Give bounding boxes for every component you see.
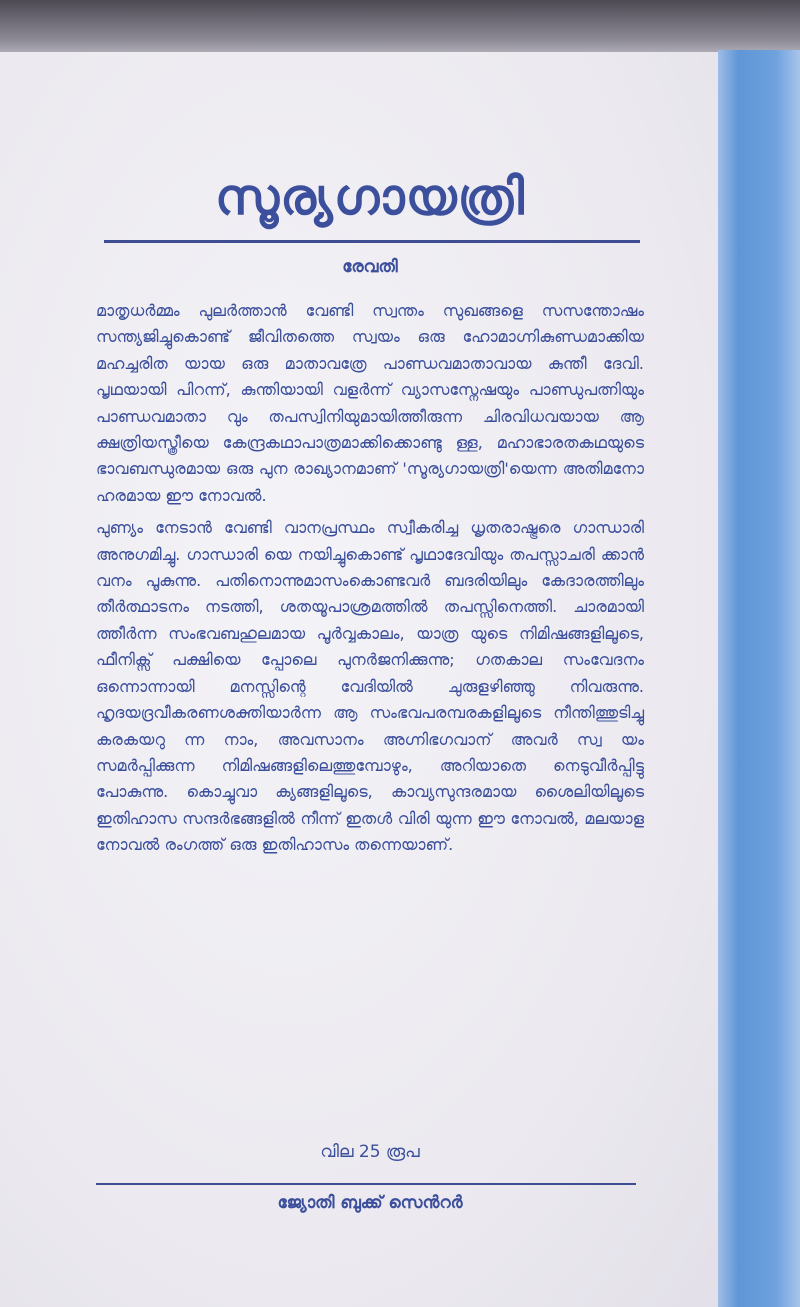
author-name: രേവതി (342, 257, 398, 277)
title-divider (104, 240, 640, 243)
blurb-paragraph-2: പുണ്യം നേടാൻ വേണ്ടി വാനപ്രസ്ഥം സ്വീകരിച്ച ധൃതരാഷ്ട്രരെ ഗാന്ധാരി അനുഗമിച്ചു. ഗാന്ധാരി യെ നയിച്ചുകൊണ്ട് പൃഥാദേവിയും തപസ്സാചരി ക്കാൻ വനം പൂകുന്നു. പതിനൊന്നുമാസംകൊണ്ടവർ ബദരിയിലും കേദാരത്തിലും തീർത്ഥാടനം നടത്തി, ശതയൂപാശ്രമത്തിൽ തപസ്സിനെത്തി. ചാരമായി ത്തീർന്ന സംഭവബഹുലമായ പൂർവ്വകാലം, യാത്ര യുടെ നിമിഷങ്ങളിലൂടെ, ഫീനിക്സ് പക്ഷിയെ പ്പോലെ പുനർജനിക്കുന്നു; ഗതകാല സംവേദനം ഒന്നൊന്നായി മനസ്സിന്റെ വേദിയിൽ ചുരുളഴിഞ്ഞു നിവരുന്നു. ഹൃദയദ്രവീകരണശക്തിയാർന്ന ആ സംഭവപരമ്പരകളിലൂടെ നീന്തിത്തുടിച്ചു കരകയറു ന്ന നാം, അവസാനം അഗ്നിഭഗവാന് അവർ സ്വ യം സമർപ്പിക്കുന്ന നിമിഷങ്ങളിലെത്തുമ്പോഴും, അറിയാതെ നെടുവീർപ്പിട്ടു പോകുന്നു. കൊച്ചുവാ ക്യങ്ങളിലൂടെ, കാവ്യസുന്ദരമായ ശൈലിയിലൂടെ ഇതിഹാസ സന്ദർഭങ്ങളിൽ നീന്ന് ഇതൾ വിരി യുന്ന ഈ നോവൽ, മലയാള നോവൽ രംഗത്ത് ഒരു ഇതിഹാസം തന്നെയാണ്. (96, 518, 644, 855)
blurb (96, 298, 644, 865)
footer-divider (96, 1183, 636, 1185)
book-title: സൂര്യഗായത്രി (215, 168, 525, 226)
blurb-paragraph-1: മാതൃധർമ്മം പുലർത്താൻ വേണ്ടി സ്വന്തം സുഖങ്ങളെ സസന്തോഷം സന്ത്യജിച്ചുകൊണ്ട് ജീവിതത്തെ സ്വയം ഒരു ഹോമാഗ്നികുണ്ഡമാക്കിയ മഹച്ചരിത യായ ഒരു മാതാവത്രേ പാണ്ഡവമാതാവായ കുന്തീ ദേവി. പൃഥയായി പിറന്ന്, കുന്തിയായി വളർന്ന് വ്യാസസ്നേഷയും പാണ്ഡുപത്നിയും പാണ്ഡവമാതാ വും തപസ്വിനിയുമായിത്തീരുന്ന ചിരവിധവയായ ആ ക്ഷത്രിയസ്ത്രീയെ കേന്ദ്രകഥാപാത്രമാക്കിക്കൊണ്ടു ള്ള, മഹാഭാരതകഥയുടെ ഭാവബന്ധുരമായ ഒരു പുന രാഖ്യാനമാണ് 'സൂര്യഗായത്രി'യെന്ന അതിമനോ ഹരമായ ഈ നോവൽ. (96, 301, 644, 505)
scan-top-edge (0, 0, 800, 56)
price-label: വില 25 രൂപ (320, 1142, 420, 1162)
publisher-name: ജ്യോതി ബുക്ക് സെൻറർ (277, 1193, 463, 1213)
cover-side-strip (718, 50, 800, 1307)
